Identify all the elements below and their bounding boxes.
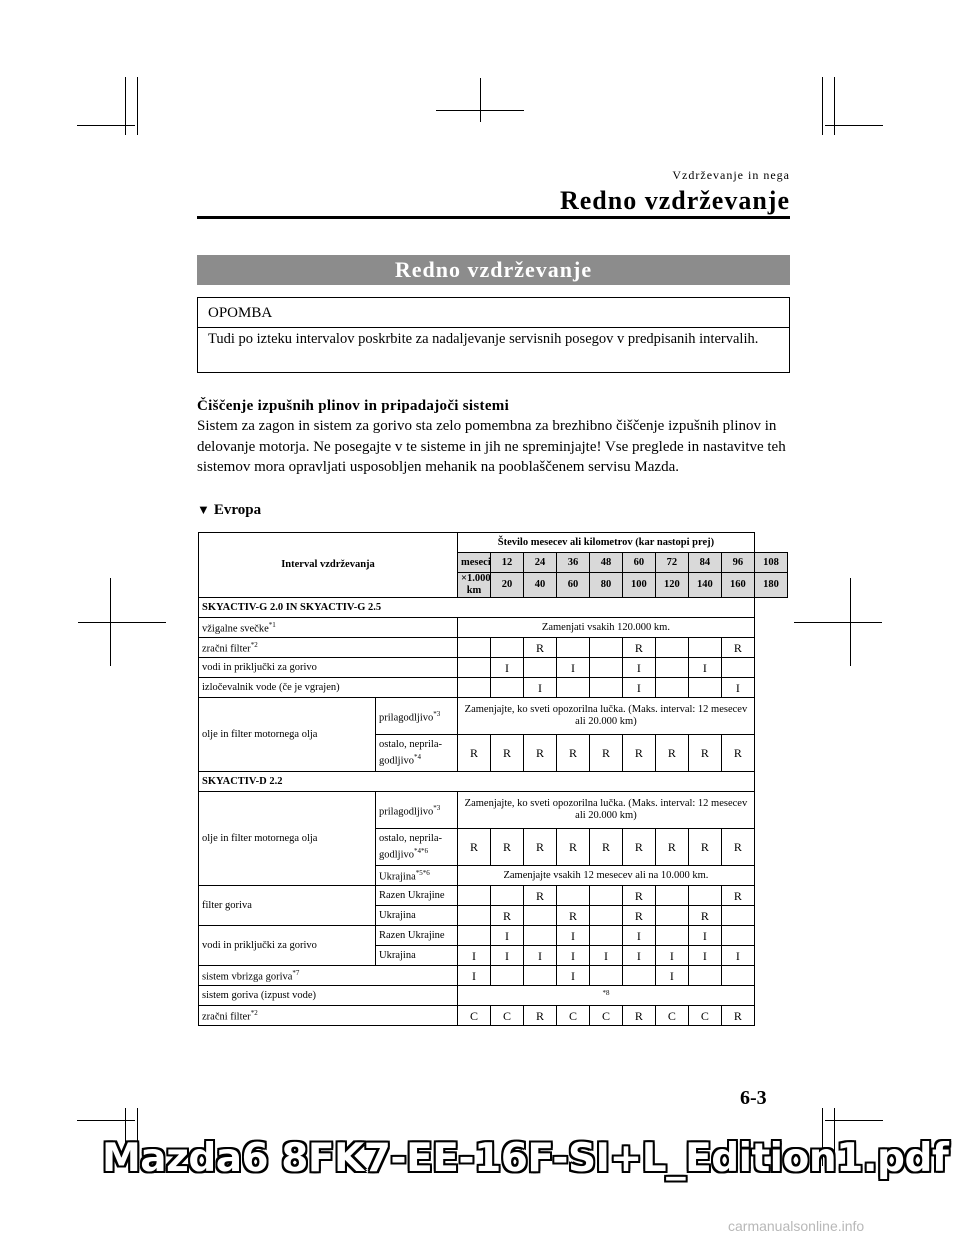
km-cell: 180 xyxy=(754,573,787,598)
section-paragraph: Sistem za zagon in sistem za gorivo sta zelo pomembna za brezhibno čiščenje izpušnih plinov in delovanje motorja. Ne posegajte v te sisteme in jih ne spreminjajte! Vse preglede in nastavitve teh sistemov mora opravljati usposobljen mehanik na pooblaščenem servisu Mazda. xyxy=(197,418,786,475)
row-label: izločevalnik vode (če je vgrajen) xyxy=(199,678,458,698)
sub-label: prilagodljivo$^{*3}$ xyxy=(376,698,458,735)
month-cell: 12 xyxy=(491,553,524,573)
triangle-down-icon: ▼ xyxy=(197,502,210,517)
table-row: zračni filter$^{*2}$ C C R C C R C C R xyxy=(199,1006,788,1026)
km-cell: 100 xyxy=(622,573,655,598)
page-number: 6-3 xyxy=(740,1087,767,1109)
km-cell: 140 xyxy=(688,573,721,598)
section-row xyxy=(199,772,788,792)
note-box xyxy=(197,297,790,373)
row-label: sistem goriva (izpust vode) xyxy=(199,986,458,1006)
month-cell: 84 xyxy=(688,553,721,573)
km-cell: 160 xyxy=(721,573,754,598)
km-label: ×1.000 km xyxy=(458,573,491,598)
region-label: Evropa xyxy=(213,502,262,518)
km-cell: 40 xyxy=(523,573,556,598)
sub-label: ostalo, neprila-godljivo$^{*4*6}$ xyxy=(376,829,458,866)
table-row xyxy=(199,698,788,735)
table-row: filter goriva Razen Ukrajine R R R xyxy=(199,886,788,906)
table-row: vodi in priključki za gorivo Razen Ukrajine I I I I xyxy=(199,926,788,946)
row-label: zračni filter$^{*2}$ xyxy=(199,638,458,658)
km-cell: 60 xyxy=(556,573,589,598)
note-divider xyxy=(198,327,789,328)
row-label: sistem vbrizga goriva$^{*7}$ xyxy=(199,966,458,986)
schedule-header: Število mesecev ali kilometrov (kar nastopi prej) xyxy=(458,533,755,553)
km-cell: 80 xyxy=(589,573,622,598)
sub-label: ostalo, neprila-godljivo$^{*4}$ xyxy=(376,735,458,772)
table-row: zračni filter$^{*2}$ R R R xyxy=(199,638,788,658)
header-rule xyxy=(197,216,790,219)
sub-label: Ukrajina xyxy=(376,946,458,966)
row-label: olje in filter motornega olja xyxy=(199,698,376,772)
month-cell: 48 xyxy=(589,553,622,573)
table-row xyxy=(199,792,788,829)
chapter-title: Vzdrževanje in nega xyxy=(672,168,790,182)
section-title: Čiščenje izpušnih plinov in pripadajoči sistemi xyxy=(197,398,510,414)
row-value: *8 xyxy=(458,986,755,1006)
page-title: Redno vzdrževanje xyxy=(559,186,790,215)
section-row xyxy=(199,598,788,618)
row-label: vodi in priključki za gorivo xyxy=(199,926,376,966)
section-banner: Redno vzdrževanje xyxy=(197,255,790,285)
table-row xyxy=(199,986,788,1006)
months-label: meseci xyxy=(458,553,491,573)
maintenance-table xyxy=(198,532,788,1026)
row-value: Zamenjajte, ko sveti opozorilna lučka. (Maks. interval: 12 mesecev ali 20.000 km) xyxy=(458,792,755,829)
sub-label: Ukrajina xyxy=(376,906,458,926)
row-label: filter goriva xyxy=(199,886,376,926)
month-cell: 96 xyxy=(721,553,754,573)
note-title: OPOMBA xyxy=(208,305,273,321)
month-cell: 36 xyxy=(556,553,589,573)
km-cell: 20 xyxy=(491,573,524,598)
d-section-label: SKYACTIV-D 2.2 xyxy=(199,772,755,792)
table-row: vodi in priključki za gorivo I I I I xyxy=(199,658,788,678)
row-label: vžigalne svečke$^{*1}$ xyxy=(199,618,458,638)
sub-label: Ukrajina$^{*5*6}$ xyxy=(376,866,458,886)
table-row xyxy=(199,618,788,638)
row-label: zračni filter$^{*2}$ xyxy=(199,1006,458,1026)
table-row: Ukrajina R R R R xyxy=(199,906,788,926)
sub-label: Razen Ukrajine xyxy=(376,926,458,946)
month-cell: 72 xyxy=(655,553,688,573)
note-text: Tudi po izteku intervalov poskrbite za nadaljevanje servisnih posegov v predpisanih intervalih. xyxy=(208,331,759,347)
row-value: Zamenjati vsakih 120.000 km. xyxy=(458,618,755,638)
month-cell: 108 xyxy=(754,553,787,573)
table-row: ostalo, neprila-godljivo$^{*4*6}$ R R R R R R R R R xyxy=(199,829,788,866)
row-label: olje in filter motornega olja xyxy=(199,792,376,886)
month-cell: 60 xyxy=(622,553,655,573)
sub-label: Razen Ukrajine xyxy=(376,886,458,906)
month-cell: 24 xyxy=(523,553,556,573)
table-row: izločevalnik vode (če je vgrajen) I I I xyxy=(199,678,788,698)
table-row: Ukrajina I I I I I I I I I xyxy=(199,946,788,966)
region-heading xyxy=(197,502,261,519)
row-value: Zamenjajte vsakih 12 mesecev ali na 10.000 km. xyxy=(458,866,755,886)
interval-header: Interval vzdrževanja xyxy=(199,533,458,598)
row-value: Zamenjajte, ko sveti opozorilna lučka. (Maks. interval: 12 mesecev ali 20.000 km) xyxy=(458,698,755,735)
table-header-row xyxy=(199,533,788,553)
g-section-label: SKYACTIV-G 2.0 IN SKYACTIV-G 2.5 xyxy=(199,598,755,618)
footer-filename: Mazda6 8FK7-EE-16F-SI+L_Edition1.pdf xyxy=(102,1136,949,1181)
table-row: sistem vbrizga goriva$^{*7}$ I I I xyxy=(199,966,788,986)
table-row: ostalo, neprila-godljivo$^{*4}$ R R R R R R R R R xyxy=(199,735,788,772)
km-cell: 120 xyxy=(655,573,688,598)
watermark: carmanualsonline.info xyxy=(728,1218,865,1234)
row-label: vodi in priključki za gorivo xyxy=(199,658,458,678)
sub-label: prilagodljivo$^{*3}$ xyxy=(376,792,458,829)
